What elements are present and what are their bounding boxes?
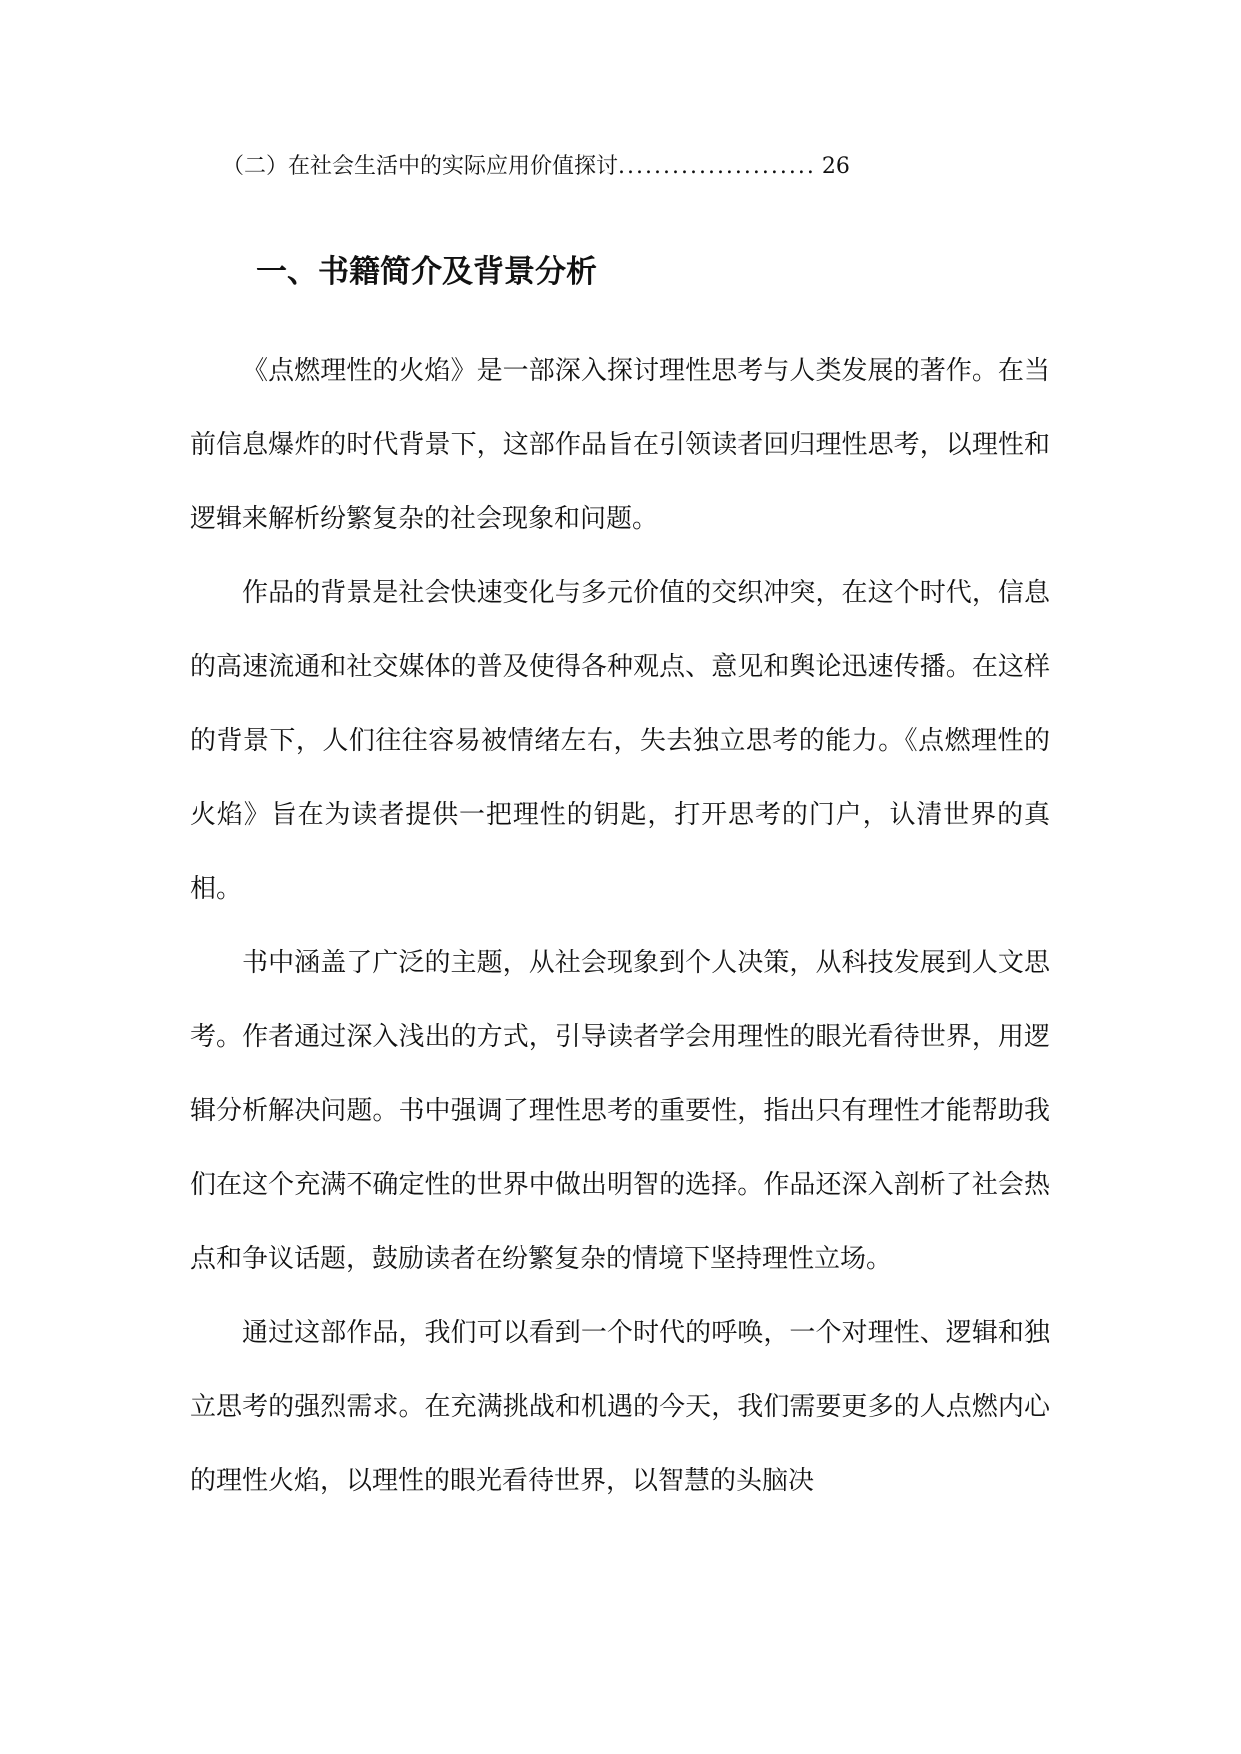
toc-entry-text: （二）在社会生活中的实际应用价值探讨: [222, 154, 619, 179]
toc-leader-dots: ......................: [618, 154, 816, 179]
toc-entry[interactable]: [222, 150, 962, 184]
paragraph-themes: 书中涵盖了广泛的主题，从社会现象到个人决策，从科技发展到人文思考。作者通过深入浅出的方式，引导读者学会用理性的眼光看待世界，用逻辑分析解决问题。书中强调了理性思考的重要性，指出只有理性才能帮助我们在这个充满不确定性的世界中做出明智的选择。作品还深入剖析了社会热点和争议话题，鼓励读者在纷繁复杂的情境下坚持理性立场。: [190, 948, 1050, 1274]
body-text: [190, 334, 1050, 1518]
section-heading: 一、书籍简介及背景分析: [256, 254, 597, 290]
toc-page-number: 26: [821, 154, 850, 179]
paragraph-background: 作品的背景是社会快速变化与多元价值的交织冲突，在这个时代，信息的高速流通和社交媒体的普及使得各种观点、意见和舆论迅速传播。在这样的背景下，人们往往容易被情绪左右，失去独立思考的能力。《点燃理性的火焰》旨在为读者提供一把理性的钥匙，打开思考的门户，认清世界的真相。: [190, 578, 1050, 904]
paragraph-conclusion: 通过这部作品，我们可以看到一个时代的呼唤，一个对理性、逻辑和独立思考的强烈需求。在充满挑战和机遇的今天，我们需要更多的人点燃内心的理性火焰，以理性的眼光看待世界，以智慧的头脑决: [190, 1318, 1050, 1496]
paragraph-intro: 《点燃理性的火焰》是一部深入探讨理性思考与人类发展的著作。在当前信息爆炸的时代背景下，这部作品旨在引领读者回归理性思考，以理性和逻辑来解析纷繁复杂的社会现象和问题。: [190, 356, 1050, 534]
